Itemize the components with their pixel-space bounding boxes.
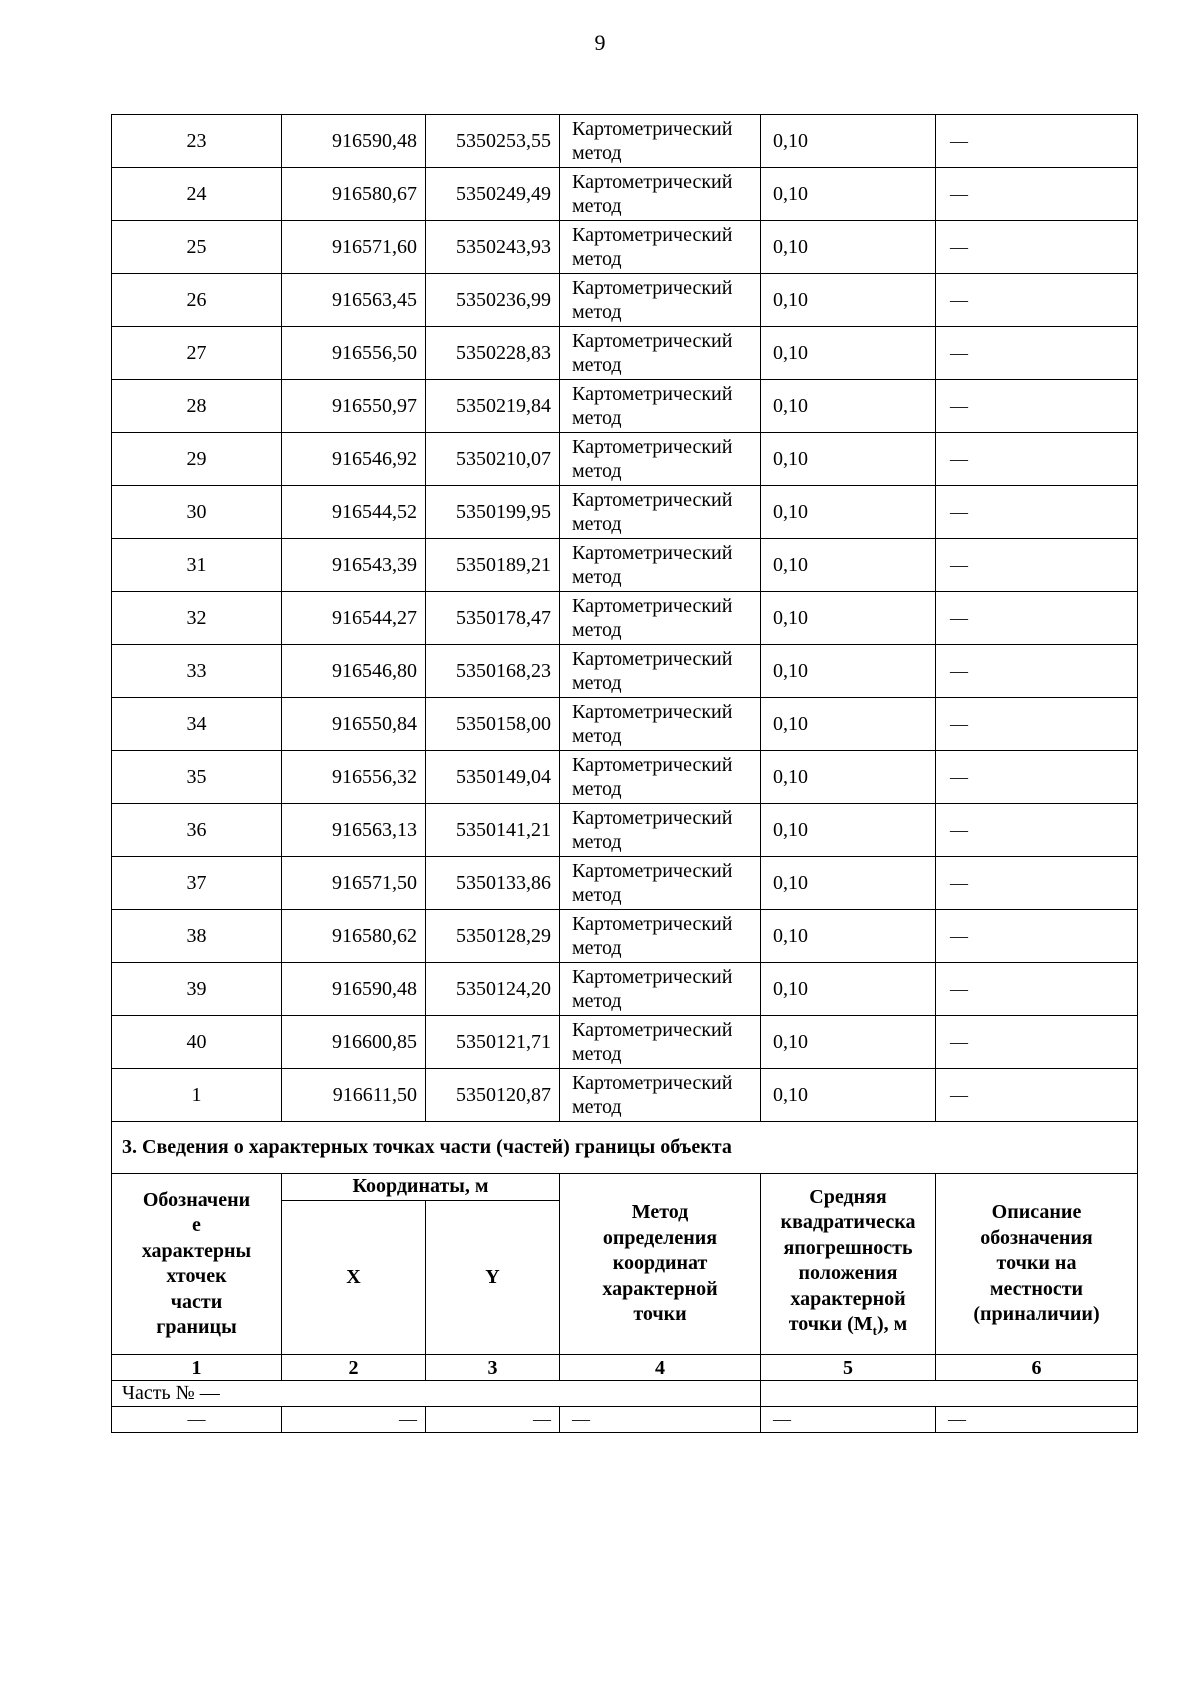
error-value: 0,10 — [761, 698, 936, 751]
header-method — [560, 1174, 761, 1355]
method-line: Картометрический — [572, 330, 733, 352]
description-cell: — — [936, 115, 1138, 168]
table-row — [112, 592, 1138, 645]
point-number: 37 — [112, 857, 282, 910]
header-description-line: обозначения — [980, 1226, 1093, 1249]
coord-x: 916550,84 — [282, 698, 426, 751]
header-designation-line: е — [192, 1214, 201, 1236]
coord-x: 916590,48 — [282, 115, 426, 168]
section-3-title: 3. Сведения о характерных точках части (частей) границы объекта — [112, 1122, 1138, 1174]
point-number: 25 — [112, 221, 282, 274]
part-label: Часть № — — [112, 1381, 761, 1407]
description-cell: — — [936, 963, 1138, 1016]
header-designation-line: границы — [156, 1316, 237, 1338]
point-number: 36 — [112, 804, 282, 857]
section-3-header-row — [112, 1174, 1138, 1201]
coord-y: 5350189,21 — [426, 539, 560, 592]
method-line: Картометрический — [572, 595, 733, 617]
method-line: метод — [572, 619, 622, 641]
point-number: 29 — [112, 433, 282, 486]
header-description-line: (приналичии) — [973, 1303, 1100, 1326]
coord-y: 5350128,29 — [426, 910, 560, 963]
point-number: 40 — [112, 1016, 282, 1069]
point-number: 28 — [112, 380, 282, 433]
description-cell: — — [936, 592, 1138, 645]
coord-y: 5350141,21 — [426, 804, 560, 857]
method-cell — [560, 327, 761, 380]
method-line: метод — [572, 513, 622, 535]
method-line: Картометрический — [572, 489, 733, 511]
table-row — [112, 433, 1138, 486]
column-numbers-row — [112, 1355, 1138, 1381]
coord-x: 916543,39 — [282, 539, 426, 592]
header-designation-line: хточек — [166, 1265, 227, 1287]
coord-x: 916544,52 — [282, 486, 426, 539]
method-line: метод — [572, 407, 622, 429]
error-value: 0,10 — [761, 751, 936, 804]
method-line: метод — [572, 354, 622, 376]
method-cell — [560, 380, 761, 433]
table-row — [112, 539, 1138, 592]
coord-y: 5350249,49 — [426, 168, 560, 221]
point-number: 39 — [112, 963, 282, 1016]
header-error-line: Средняя — [809, 1185, 887, 1208]
header-error — [761, 1174, 936, 1355]
point-number: 38 — [112, 910, 282, 963]
header-description — [936, 1174, 1138, 1355]
table-row — [112, 380, 1138, 433]
description-cell: — — [936, 645, 1138, 698]
method-line: Картометрический — [572, 807, 733, 829]
method-cell — [560, 274, 761, 327]
table-row — [112, 115, 1138, 168]
point-number: 23 — [112, 115, 282, 168]
coord-x: 916611,50 — [282, 1069, 426, 1122]
error-value: 0,10 — [761, 804, 936, 857]
method-line: Картометрический — [572, 542, 733, 564]
header-x: X — [282, 1201, 426, 1355]
header-designation-line: части — [170, 1290, 223, 1313]
description-cell: — — [936, 804, 1138, 857]
header-coordinates: Координаты, м — [282, 1174, 560, 1201]
coord-x: 916546,80 — [282, 645, 426, 698]
description-cell: — — [936, 168, 1138, 221]
header-method-line: координат — [612, 1252, 708, 1275]
method-line: метод — [572, 990, 622, 1012]
method-line: метод — [572, 248, 622, 270]
coord-y: 5350228,83 — [426, 327, 560, 380]
point-number: 34 — [112, 698, 282, 751]
error-value: 0,10 — [761, 910, 936, 963]
coord-x: 916571,60 — [282, 221, 426, 274]
error-value: 0,10 — [761, 645, 936, 698]
method-cell — [560, 857, 761, 910]
table-row — [112, 963, 1138, 1016]
method-line: Картометрический — [572, 754, 733, 776]
description-cell: — — [936, 539, 1138, 592]
method-cell — [560, 1069, 761, 1122]
error-value: 0,10 — [761, 115, 936, 168]
method-line: метод — [572, 142, 622, 164]
table-row — [112, 168, 1138, 221]
description-cell: — — [936, 327, 1138, 380]
method-line: Картометрический — [572, 224, 733, 246]
error-value: 0,10 — [761, 380, 936, 433]
method-line: Картометрический — [572, 118, 733, 140]
coord-x: 916580,67 — [282, 168, 426, 221]
part-empty-cell — [761, 1381, 1138, 1407]
table-row — [112, 486, 1138, 539]
method-line: Картометрический — [572, 648, 733, 670]
coord-y: 5350149,04 — [426, 751, 560, 804]
part-row — [112, 1381, 1138, 1407]
point-number: 24 — [112, 168, 282, 221]
column-number: 1 — [112, 1355, 282, 1381]
point-number: 26 — [112, 274, 282, 327]
method-cell — [560, 168, 761, 221]
error-value: 0,10 — [761, 274, 936, 327]
table-row — [112, 1069, 1138, 1122]
coord-y: 5350199,95 — [426, 486, 560, 539]
coord-y: 5350133,86 — [426, 857, 560, 910]
method-cell — [560, 645, 761, 698]
error-value: 0,10 — [761, 857, 936, 910]
error-value: 0,10 — [761, 486, 936, 539]
coord-x: 916556,50 — [282, 327, 426, 380]
description-cell: — — [936, 698, 1138, 751]
section-3-title-row — [112, 1122, 1138, 1174]
description-cell: — — [936, 1016, 1138, 1069]
point-number: 32 — [112, 592, 282, 645]
coord-x: 916550,97 — [282, 380, 426, 433]
point-number: 33 — [112, 645, 282, 698]
method-cell — [560, 486, 761, 539]
empty-cell: — — [112, 1407, 282, 1433]
table-row — [112, 1016, 1138, 1069]
coord-y: 5350121,71 — [426, 1016, 560, 1069]
header-designation-line: Обозначени — [142, 1188, 251, 1211]
column-number: 4 — [560, 1355, 761, 1381]
error-value: 0,10 — [761, 963, 936, 1016]
coord-x: 916563,45 — [282, 274, 426, 327]
empty-cell: — — [282, 1407, 426, 1433]
header-designation-line: характерны — [141, 1239, 252, 1262]
coord-y: 5350219,84 — [426, 380, 560, 433]
header-method-line: точки — [633, 1303, 687, 1326]
method-line: Картометрический — [572, 277, 733, 299]
method-line: Картометрический — [572, 701, 733, 723]
method-cell — [560, 910, 761, 963]
coord-x: 916546,92 — [282, 433, 426, 486]
method-line: метод — [572, 301, 622, 323]
method-line: Картометрический — [572, 436, 733, 458]
header-description-line: Описание — [991, 1201, 1082, 1224]
empty-data-row — [112, 1407, 1138, 1433]
table-row — [112, 221, 1138, 274]
description-cell: — — [936, 486, 1138, 539]
description-cell: — — [936, 274, 1138, 327]
method-line: метод — [572, 195, 622, 217]
coord-y: 5350253,55 — [426, 115, 560, 168]
coord-x: 916580,62 — [282, 910, 426, 963]
header-designation — [112, 1174, 282, 1355]
coordinates-table — [111, 114, 1138, 1433]
table-row — [112, 857, 1138, 910]
method-line: метод — [572, 831, 622, 853]
header-description-line: местности — [989, 1277, 1084, 1300]
error-value: 0,10 — [761, 433, 936, 486]
table-row — [112, 274, 1138, 327]
coord-x: 916590,48 — [282, 963, 426, 1016]
method-line: метод — [572, 460, 622, 482]
method-cell — [560, 698, 761, 751]
coordinates-table-body — [112, 115, 1138, 1122]
table-row — [112, 751, 1138, 804]
error-value: 0,10 — [761, 1016, 936, 1069]
error-value: 0,10 — [761, 327, 936, 380]
header-error-line: квадратическа — [780, 1211, 916, 1233]
method-line: Картометрический — [572, 860, 733, 882]
description-cell: — — [936, 751, 1138, 804]
coord-y: 5350236,99 — [426, 274, 560, 327]
error-value: 0,10 — [761, 539, 936, 592]
description-cell: — — [936, 1069, 1138, 1122]
empty-cell: — — [761, 1407, 936, 1433]
header-error-line: характерной — [790, 1287, 906, 1310]
column-number: 2 — [282, 1355, 426, 1381]
coord-y: 5350120,87 — [426, 1069, 560, 1122]
column-number: 6 — [936, 1355, 1138, 1381]
table-row — [112, 327, 1138, 380]
method-line: Картометрический — [572, 383, 733, 405]
empty-cell: — — [426, 1407, 560, 1433]
method-line: Картометрический — [572, 966, 733, 988]
method-line: метод — [572, 937, 622, 959]
method-cell — [560, 539, 761, 592]
coord-y: 5350158,00 — [426, 698, 560, 751]
page-number: 9 — [594, 30, 606, 55]
method-cell — [560, 1016, 761, 1069]
point-number: 1 — [112, 1069, 282, 1122]
coord-y: 5350243,93 — [426, 221, 560, 274]
header-method-line: Метод — [631, 1201, 689, 1224]
header-y: Y — [426, 1201, 560, 1355]
method-line: Картометрический — [572, 1019, 733, 1041]
method-cell — [560, 592, 761, 645]
error-value: 0,10 — [761, 1069, 936, 1122]
method-line: Картометрический — [572, 913, 733, 935]
point-number: 35 — [112, 751, 282, 804]
method-line: метод — [572, 672, 622, 694]
method-line: метод — [572, 1043, 622, 1065]
empty-cell: — — [560, 1407, 761, 1433]
table-row — [112, 645, 1138, 698]
error-value: 0,10 — [761, 592, 936, 645]
header-error-subscript: t — [872, 1323, 877, 1338]
header-error-line: точки (M — [788, 1313, 873, 1335]
coord-x: 916556,32 — [282, 751, 426, 804]
method-cell — [560, 115, 761, 168]
header-method-line: определения — [602, 1226, 718, 1249]
method-line: метод — [572, 884, 622, 906]
header-description-line: точки на — [996, 1252, 1077, 1275]
method-line: Картометрический — [572, 1072, 733, 1094]
coord-x: 916600,85 — [282, 1016, 426, 1069]
point-number: 30 — [112, 486, 282, 539]
table-row — [112, 910, 1138, 963]
header-error-line: япогрешность — [783, 1236, 913, 1259]
method-cell — [560, 751, 761, 804]
point-number: 27 — [112, 327, 282, 380]
coord-x: 916544,27 — [282, 592, 426, 645]
coord-x: 916571,50 — [282, 857, 426, 910]
method-line: метод — [572, 1096, 622, 1118]
method-line: Картометрический — [572, 171, 733, 193]
coord-x: 916563,13 — [282, 804, 426, 857]
method-line: метод — [572, 778, 622, 800]
method-line: метод — [572, 566, 622, 588]
error-value: 0,10 — [761, 168, 936, 221]
method-cell — [560, 433, 761, 486]
table-row — [112, 804, 1138, 857]
header-method-line: характерной — [602, 1277, 718, 1300]
description-cell: — — [936, 433, 1138, 486]
header-error-line: положения — [798, 1262, 898, 1284]
header-error-line: ), м — [876, 1313, 908, 1335]
point-number: 31 — [112, 539, 282, 592]
method-cell — [560, 804, 761, 857]
coord-y: 5350210,07 — [426, 433, 560, 486]
column-number: 5 — [761, 1355, 936, 1381]
method-line: метод — [572, 725, 622, 747]
coord-y: 5350124,20 — [426, 963, 560, 1016]
table-row — [112, 698, 1138, 751]
empty-cell: — — [936, 1407, 1138, 1433]
column-number: 3 — [426, 1355, 560, 1381]
description-cell: — — [936, 910, 1138, 963]
method-cell — [560, 963, 761, 1016]
method-cell — [560, 221, 761, 274]
error-value: 0,10 — [761, 221, 936, 274]
description-cell: — — [936, 857, 1138, 910]
coord-y: 5350178,47 — [426, 592, 560, 645]
coord-y: 5350168,23 — [426, 645, 560, 698]
description-cell: — — [936, 221, 1138, 274]
description-cell: — — [936, 380, 1138, 433]
